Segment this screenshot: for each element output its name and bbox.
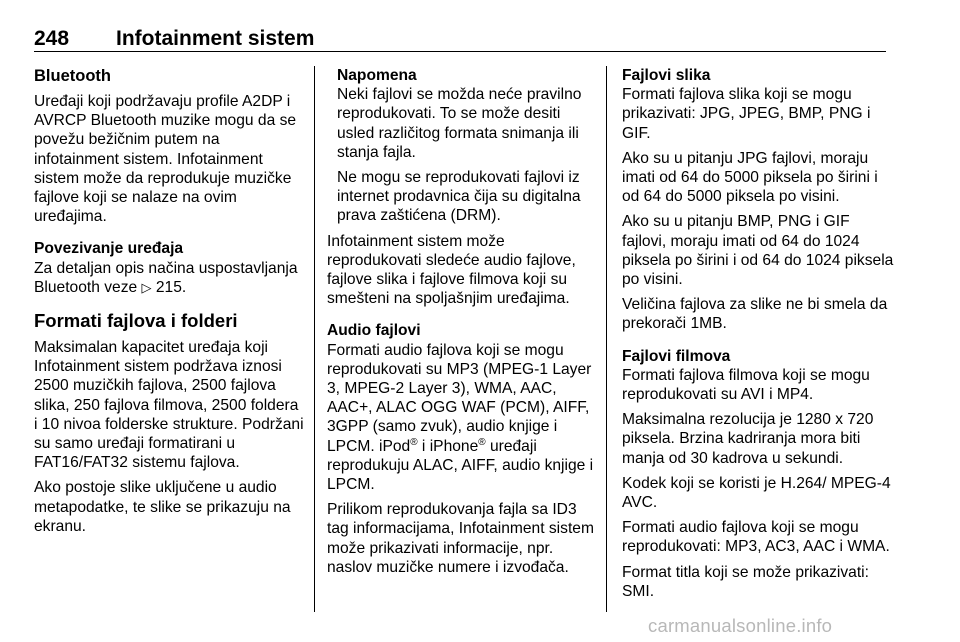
bluetooth-heading: Bluetooth [34, 67, 111, 85]
page-title: Infotainment sistem [116, 27, 315, 50]
images-text: Formati fajlova slika koji se mogu prikazivati: JPG, JPEG, BMP, PNG i GIF. [622, 86, 871, 142]
bluetooth-text: Uređaji koji podržavaju profile A2DP i AVRCP Bluetooth muzike mogu da se povežu bežičnim putem na infotainment sistem. Infotainment sistem može da reprodukuje muzičke fajlove koji se nalaze na ovim uređajima. [34, 93, 297, 226]
movies-text: Formati fajlova filmova koji se mogu reprodukovati su AVI i MP4. [622, 366, 870, 404]
connect-text: Za detaljan opis načina uspostavljanja Bluetooth veze [34, 259, 298, 296]
formats-text: Maksimalan kapacitet uređaja koji Infotainment sistem podržava iznosi 2500 muzičkih fajlova, 2500 fajlova slika, 250 fajlova filmova, 2500 foldera i 10 nivoa folderske strukture. Podržani su samo uređaji formatirani u FAT16/FAT32 sistemu fajlova. [34, 339, 304, 472]
column-divider-1 [314, 66, 315, 612]
movie-audio-text: Formati audio fajlova koji se mogu reprodukovati: MP3, AC3, AAC i WMA. [622, 519, 890, 556]
registered-mark-1: ® [410, 436, 418, 448]
audio-text-c: uređaji reprodukuju ALAC, AIFF, audio knjige i LPCM. [327, 437, 594, 494]
note-block [327, 66, 599, 226]
column-1 [34, 66, 306, 542]
size-text: Veličina fajlova za slike ne bi smela da prekorači 1MB. [622, 296, 888, 333]
column-divider-2 [606, 66, 607, 612]
watermark: carmanualsonline.info [648, 615, 833, 636]
column-3 [622, 66, 894, 607]
note-text-2: Ne mogu se reprodukovati fajlovi iz internet prodavnica čija su digitalna prava zaštićena (DRM). [337, 169, 581, 225]
formats-heading: Formati fajlova i folderi [34, 310, 238, 332]
audio-text-b: i iPhone [417, 437, 479, 455]
header-rule [34, 51, 886, 52]
column-2 [327, 66, 599, 583]
audio-heading: Audio fajlovi [327, 322, 421, 340]
page-number: 248 [34, 27, 70, 50]
id3-text: Prilikom reprodukovanja fajla sa ID3 tag informacijama, Infotainment sistem može prikazivati informacije, npr. naslov muzičke numere i izvođača. [327, 501, 594, 576]
note-heading: Napomena [337, 67, 417, 84]
subtitle-text: Format titla koji se može prikazivati: SMI. [622, 563, 869, 600]
registered-mark-2: ® [478, 436, 486, 448]
note-text-1: Neki fajlovi se možda neće pravilno reprodukovati. To se može desiti usled različitog formata snimanja ili stanja fajla. [337, 86, 582, 161]
intro-text: Infotainment sistem može reprodukovati sledeće audio fajlove, fajlove slika i fajlove filmova koji su smešteni na spoljašnjim uređajima. [327, 232, 576, 308]
images-heading: Fajlovi slika [622, 67, 711, 84]
codec-text: Kodek koji se koristi je H.264/ MPEG-4 AVC. [622, 474, 891, 512]
connect-paragraph [34, 259, 306, 297]
audio-paragraph [327, 341, 599, 495]
metadata-text: Ako postoje slike uključene u audio metapodatke, te slike se prikazuju na ekranu. [34, 479, 291, 535]
connect-ref-page: 215. [155, 278, 187, 296]
audio-text-a: Formati audio fajlova koji se mogu reprodukovati su MP3 (MPEG-1 Layer 3, MPEG-2 Layer 3), WMA, AAC, AAC+, ALAC OGG WAF (PCM), AIFF, 3GPP (samo zvuk), audio knjige i LPCM. iPod [327, 341, 592, 455]
page-reference-icon: ▷ [141, 279, 152, 295]
connect-heading: Povezivanje uređaja [34, 240, 184, 258]
movies-heading: Fajlovi filmova [622, 347, 731, 365]
jpg-text: Ako su u pitanju JPG fajlovi, moraju imati od 64 do 5000 piksela po širini i od 64 do 5000 piksela po visini. [622, 149, 878, 206]
resolution-text: Maksimalna rezolucija je 1280 x 720 piksela. Brzina kadriranja mora biti manja od 30 kadrova u sekundi. [622, 411, 874, 467]
bmp-text: Ako su u pitanju BMP, PNG i GIF fajlovi, moraju imati od 64 do 1024 piksela po širini i od 64 do 1024 piksela po visini. [622, 213, 894, 289]
